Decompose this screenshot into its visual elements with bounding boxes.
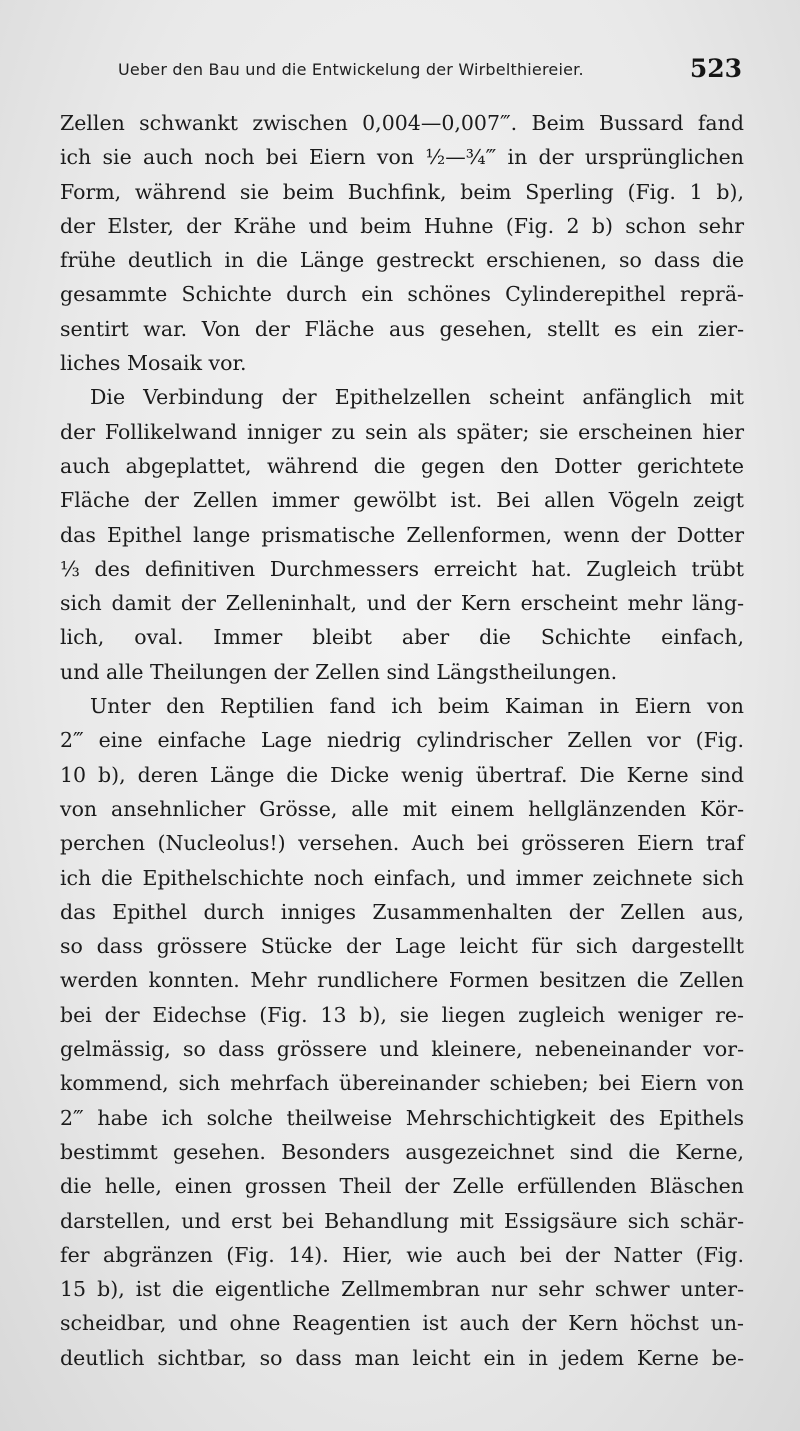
text-line: Fläche der Zellen immer gewölbt ist. Bei allen Vögeln zeigt bbox=[60, 488, 744, 513]
text-line: werden konnten. Mehr rundlichere Formen besitzen die Zellen bbox=[60, 968, 744, 993]
text-line: scheidbar, und ohne Reagentien ist auch der Kern höchst un- bbox=[60, 1311, 744, 1336]
text-line: die helle, einen grossen Theil der Zelle erfüllenden Bläschen bbox=[60, 1174, 744, 1199]
text-line: Die Verbindung der Epithelzellen scheint anfänglich mit bbox=[90, 385, 744, 410]
text-line: sentirt war. Von der Fläche aus gesehen, stellt es ein zier- bbox=[60, 316, 744, 341]
text-line: kommend, sich mehrfach übereinander schieben; bei Eiern von bbox=[60, 1071, 744, 1096]
text-line: Zellen schwankt zwischen 0,004—0,007‴. Beim Bussard fand bbox=[60, 111, 744, 135]
text-line: deutlich sichtbar, so dass man leicht ein in jedem Kerne be- bbox=[60, 1345, 744, 1370]
text-line: so dass grössere Stücke der Lage leicht für sich dargestellt bbox=[60, 934, 744, 959]
text-line: 15 b), ist die eigentliche Zellmembran nur sehr schwer unter- bbox=[60, 1277, 744, 1302]
text-line: liches Mosaik vor. bbox=[60, 351, 247, 376]
body-text bbox=[60, 106, 744, 1375]
text-line: ich die Epithelschichte noch einfach, und immer zeichnete sich bbox=[60, 865, 744, 890]
text-line: und alle Theilungen der Zellen sind Längstheilungen. bbox=[60, 659, 618, 684]
text-line: auch abgeplattet, während die gegen den Dotter gerichtete bbox=[60, 453, 744, 478]
text-line: fer abgränzen (Fig. 14). Hier, wie auch bei der Natter (Fig. bbox=[60, 1242, 744, 1267]
text-line: 2‴ habe ich solche theilweise Mehrschichtigkeit des Epithels bbox=[60, 1105, 744, 1130]
text-line: darstellen, und erst bei Behandlung mit Essigsäure sich schär- bbox=[60, 1208, 744, 1233]
text-line: gesammte Schichte durch ein schönes Cylinderepithel reprä- bbox=[60, 282, 744, 307]
running-head: Ueber den Bau und die Entwickelung der Wirbelthiereier. bbox=[118, 60, 584, 79]
text-line: bestimmt gesehen. Besonders ausgezeichnet sind die Kerne, bbox=[60, 1139, 744, 1164]
text-line: gelmässig, so dass grössere und kleinere, nebeneinander vor- bbox=[60, 1037, 744, 1062]
text-line: das Epithel durch inniges Zusammenhalten der Zellen aus, bbox=[60, 899, 744, 924]
text-line: 10 b), deren Länge die Dicke wenig übertraf. Die Kerne sind bbox=[60, 762, 744, 787]
text-line: Unter den Reptilien fand ich beim Kaiman in Eiern von bbox=[90, 694, 744, 719]
page-header bbox=[110, 52, 742, 86]
text-line: sich damit der Zelleninhalt, und der Kern erscheint mehr läng- bbox=[60, 591, 744, 616]
text-line: ich sie auch noch bei Eiern von ½—¾‴ in der ursprünglichen bbox=[60, 145, 744, 170]
text-line: Form, während sie beim Buchfink, beim Sperling (Fig. 1 b), bbox=[60, 179, 744, 204]
text-line: ⅓ des definitiven Durchmessers erreicht hat. Zugleich trübt bbox=[60, 556, 744, 581]
text-line: der Follikelwand inniger zu sein als später; sie erscheinen hier bbox=[60, 419, 744, 444]
text-line: das Epithel lange prismatische Zellenformen, wenn der Dotter bbox=[60, 522, 744, 547]
page-number: 523 bbox=[689, 54, 742, 83]
text-line: perchen (Nucleolus!) versehen. Auch bei grösseren Eiern traf bbox=[60, 831, 744, 856]
text-line: von ansehnlicher Grösse, alle mit einem hellglänzenden Kör- bbox=[60, 796, 744, 821]
text-line: der Elster, der Krähe und beim Huhne (Fig. 2 b) schon sehr bbox=[60, 213, 744, 238]
text-line: 2‴ eine einfache Lage niedrig cylindrischer Zellen vor (Fig. bbox=[60, 728, 744, 753]
text-line: bei der Eidechse (Fig. 13 b), sie liegen zugleich weniger re- bbox=[60, 1002, 744, 1027]
text-line: frühe deutlich in die Länge gestreckt erschienen, so dass die bbox=[60, 248, 744, 273]
text-line: lich, oval. Immer bleibt aber die Schichte einfach, bbox=[60, 625, 744, 650]
